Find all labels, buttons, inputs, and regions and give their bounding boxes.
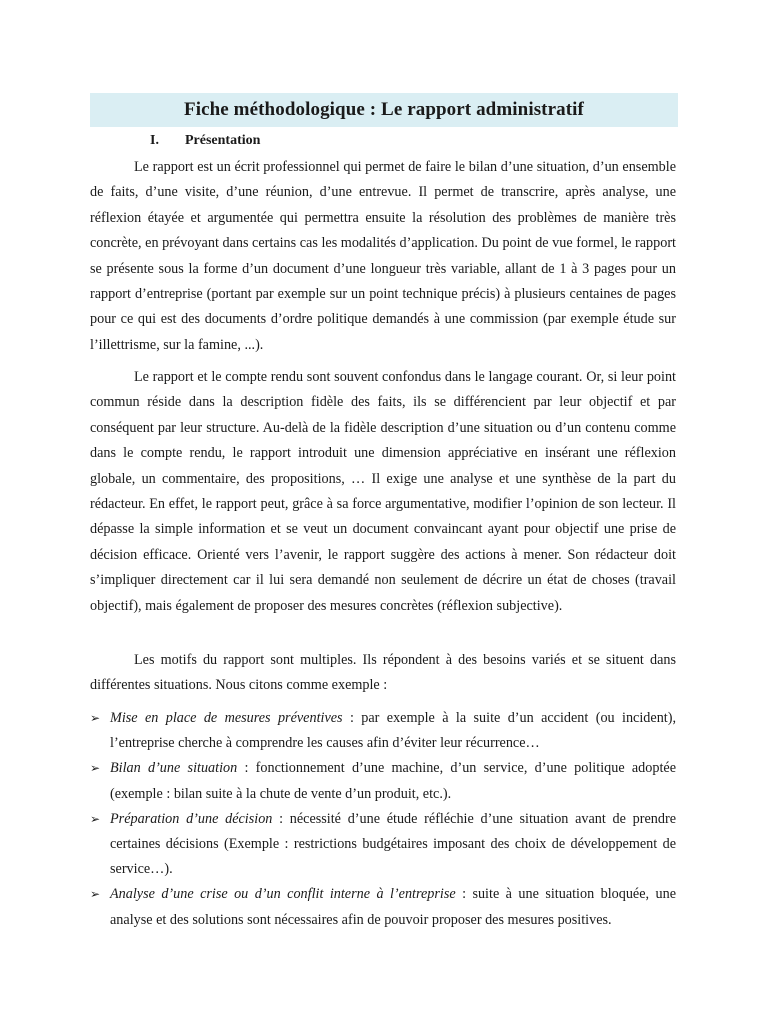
list-item-term: Préparation d’une décision — [110, 810, 273, 827]
paragraph-rapport-vs-compte-rendu: Le rapport et le compte rendu sont souvent confondus dans le langage courant. Or, si leur point commun réside dans la description fidèle des faits, ils se différencient par leur objectif et par conséquent par leur structure. Au-delà de la fidèle description d’une situation ou d’un contenu comme dans le compte rendu, le rapport introduit une dimension appréciative en insérant une réflexion globale, un commentaire, des propositions, … Il exige une analyse et une synthèse de la part du rédacteur. En effet, le rapport peut, grâce à sa force argumentative, modifier l’opinion de son lecteur. Il dépasse la simple information et se veut un document convaincant ayant pour objectif une prise de décision efficace. Orienté vers l’avenir, le rapport suggère des actions à mener. Son rédacteur doit s’impliquer directement car il lui sera demandé non seulement de décrire un état de choses (travail objectif), mais également de proposer des mesures concrètes (réflexion subjective). — [90, 369, 676, 614]
list-item-text: : fonctionnement d’une machine, d’un service, d’une politique adoptée (exemple : bilan suite à la chute de vente d’un produit, etc.). — [110, 760, 676, 802]
list-item — [90, 882, 676, 933]
section-heading — [150, 133, 260, 149]
arrow-bullet-icon: ➢ — [90, 761, 101, 776]
list-item — [90, 807, 676, 883]
paragraph-presentation: Le rapport est un écrit professionnel qui permet de faire le bilan d’une situation, d’un ensemble de faits, d’une visite, d’une réunion, d’une entrevue. Il permet de transcrire, après analyse, une réflexion étayée et argumentée qui permettra ensuite la résolution des problèmes de manière très concrète, en prévoyant dans certains cas les modalités d’application. Du point de vue formel, le rapport se présente sous la forme d’un document d’une longueur très variable, allant de 1 à 3 pages pour un rapport d’entreprise (portant par exemple sur un point technique précis) à plusieurs centaines de pages pour ce qui est des documents d’ordre politique demandés à une commission (par exemple étude sur l’illettrisme, sur la famine, ...). — [90, 159, 676, 353]
list-item-text: : suite à une situation bloquée, une analyse et des solutions sont nécessaires afin de pouvoir proposer des mesures positives. — [110, 886, 676, 928]
document-title: Fiche méthodologique : Le rapport administratif — [184, 99, 584, 120]
title-band — [90, 93, 678, 127]
paragraph-motifs: Les motifs du rapport sont multiples. Ils répondent à des besoins variés et se situent dans différentes situations. Nous citons comme exemple : — [90, 652, 676, 694]
list-item-text: : nécessité d’une étude réfléchie d’une situation avant de prendre certaines décisions (Exemple : restrictions budgétaires imposant des choix de développement de service…). — [110, 810, 676, 878]
list-item-text: : par exemple à la suite d’un accident (ou incident), l’entreprise cherche à comprendre les causes afin d’éviter leur récurrence… — [110, 710, 676, 752]
motifs-list — [90, 706, 676, 933]
arrow-bullet-icon: ➢ — [90, 811, 101, 826]
arrow-bullet-icon: ➢ — [90, 887, 101, 902]
arrow-bullet-icon: ➢ — [90, 711, 101, 725]
list-item-term: Analyse d’une crise ou d’un conflit interne à l’entreprise — [110, 886, 456, 903]
section-title: Présentation — [185, 133, 261, 148]
list-item-term: Mise en place de mesures préventives — [110, 710, 343, 726]
list-item — [90, 756, 676, 807]
list-item-term: Bilan d’une situation — [110, 760, 238, 777]
list-item — [90, 706, 676, 757]
section-number: I. — [150, 133, 159, 148]
